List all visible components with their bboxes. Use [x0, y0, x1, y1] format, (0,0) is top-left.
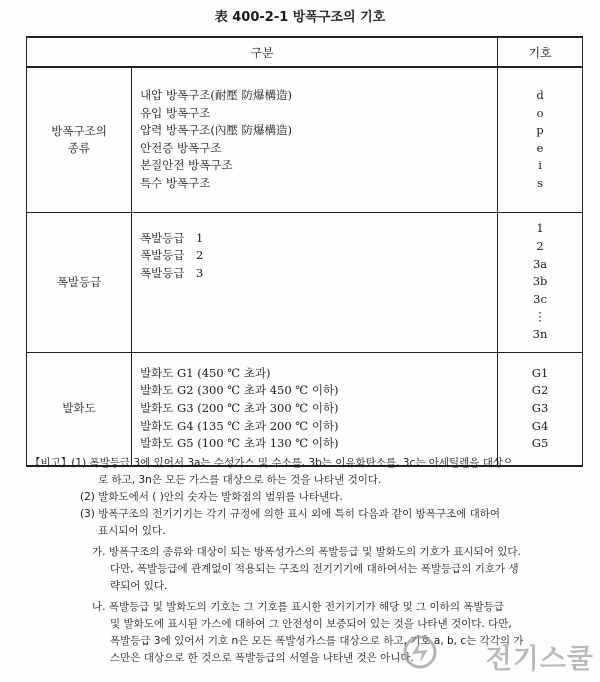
page-title: 表 400-2-1 방폭구조의 기호: [214, 10, 386, 25]
header-category: 구분: [27, 37, 498, 67]
remark-line: 폭발등급 3에 있어서 기호 n은 모든 폭발성가스를 대상으로 하고, 기호 a, b, c는 각각의 가: [110, 635, 524, 647]
symbol: p: [536, 123, 544, 138]
watermark-text: 전기스쿨: [485, 644, 594, 675]
symbol: d: [536, 87, 544, 102]
desc-line: 발화도 G5 (100 ℃ 초과 130 ℃ 이하): [140, 436, 339, 451]
symbol: G2: [531, 383, 549, 398]
remark-line: 스만은 대상으로 한 것으로 폭발등급의 서열을 나타낸 것은 아니다.: [110, 652, 414, 664]
table-header-row: [27, 37, 583, 67]
remark-line: (2) 발화도에서 ( )안의 숫자는 발화점의 범위를 나타낸다.: [80, 491, 343, 503]
header-symbol: 기호: [498, 37, 583, 67]
symbol: 2: [536, 239, 544, 254]
desc-line: 발화도 G1 (450 ℃ 초과): [140, 365, 271, 380]
remark-line: 나. 폭발등급 및 발화도의 기호는 그 기호를 표시한 전기기기가 해당 및 그 이하의 폭발등급: [92, 601, 504, 613]
desc-line: 특수 방폭구조: [140, 175, 211, 190]
symbol: o: [536, 105, 544, 120]
remark-line: 가. 방폭구조의 종류와 대상이 되는 방폭성가스의 폭발등급 및 발화도의 기호가 표시되어 있다.: [92, 546, 521, 558]
symbol: G4: [531, 418, 549, 433]
desc-line: 본질안전 방폭구조: [140, 158, 233, 173]
remark-line: 략되어 있다.: [110, 580, 168, 592]
row-symbols: [498, 352, 583, 466]
symbol: 3n: [532, 326, 548, 341]
symbol: G3: [531, 400, 549, 415]
table-row: [27, 67, 583, 212]
symbol: s: [537, 175, 543, 190]
desc-line: 폭발등급 2: [140, 248, 204, 263]
desc-line: 발화도 G2 (300 ℃ 초과 450 ℃ 이하): [140, 383, 339, 398]
remark-line: (3) 방폭구조의 전기기기는 각기 규정에 의한 표시 외에 특히 다음과 같이 방폭구조에 대하여: [80, 508, 501, 520]
desc-line: 압력 방폭구조(內壓 防爆構造): [140, 123, 293, 138]
watermark-logo-icon: [402, 634, 438, 670]
symbol-table: [26, 36, 583, 467]
symbol: ⋮: [534, 309, 546, 324]
row-descriptions: [132, 67, 498, 212]
desc-line: 내압 방폭구조(耐壓 防爆構造): [140, 87, 293, 102]
desc-line: 유입 방폭구조: [140, 105, 211, 120]
remark-line: 【비고】(1) 폭발등급 3에 있어서 3a는 수성가스 및 수소를, 3b는 이유화탄소를, 3c는 아세틸렌을 대상으: [30, 457, 514, 469]
symbol: 3c: [533, 291, 547, 306]
desc-line: 안전증 방폭구조: [140, 140, 222, 155]
remark-line: 다만, 폭발등급에 관계없이 적용되는 구조의 전기기기에 대하여서는 폭발등급의 기호가 생: [110, 563, 519, 575]
table-row: [27, 352, 583, 466]
symbol: G1: [531, 365, 549, 380]
remark-line: 로 하고, 3n은 모든 가스를 대상으로 하는 것을 나타낸 것이다.: [98, 474, 382, 486]
row-category: 방폭구조의 종류: [27, 67, 132, 212]
row-descriptions: [132, 212, 498, 352]
symbol: 3b: [532, 274, 548, 289]
symbol: G5: [531, 436, 549, 451]
desc-line: 폭발등급 3: [140, 265, 204, 280]
symbol: 3a: [532, 256, 548, 271]
desc-line: 발화도 G3 (200 ℃ 초과 300 ℃ 이하): [140, 400, 339, 415]
desc-line: 발화도 G4 (135 ℃ 초과 200 ℃ 이하): [140, 418, 339, 433]
row-symbols: [498, 67, 583, 212]
symbol: 1: [536, 221, 544, 236]
row-symbols: [498, 212, 583, 352]
remark-line: 및 발화도에 표시된 가스에 대하여 그 안전성이 보증되어 있는 것을 나타낸 것이다. 다만,: [110, 618, 512, 630]
row-category: 폭발등급: [27, 212, 132, 352]
desc-line: 폭발등급 1: [140, 230, 204, 245]
symbol: i: [538, 158, 542, 173]
table-row: [27, 212, 583, 352]
row-descriptions: [132, 352, 498, 466]
remarks: [30, 455, 585, 667]
row-category: 발화도: [27, 352, 132, 466]
remark-line: 표시되어 있다.: [98, 525, 166, 537]
symbol: e: [536, 140, 544, 155]
